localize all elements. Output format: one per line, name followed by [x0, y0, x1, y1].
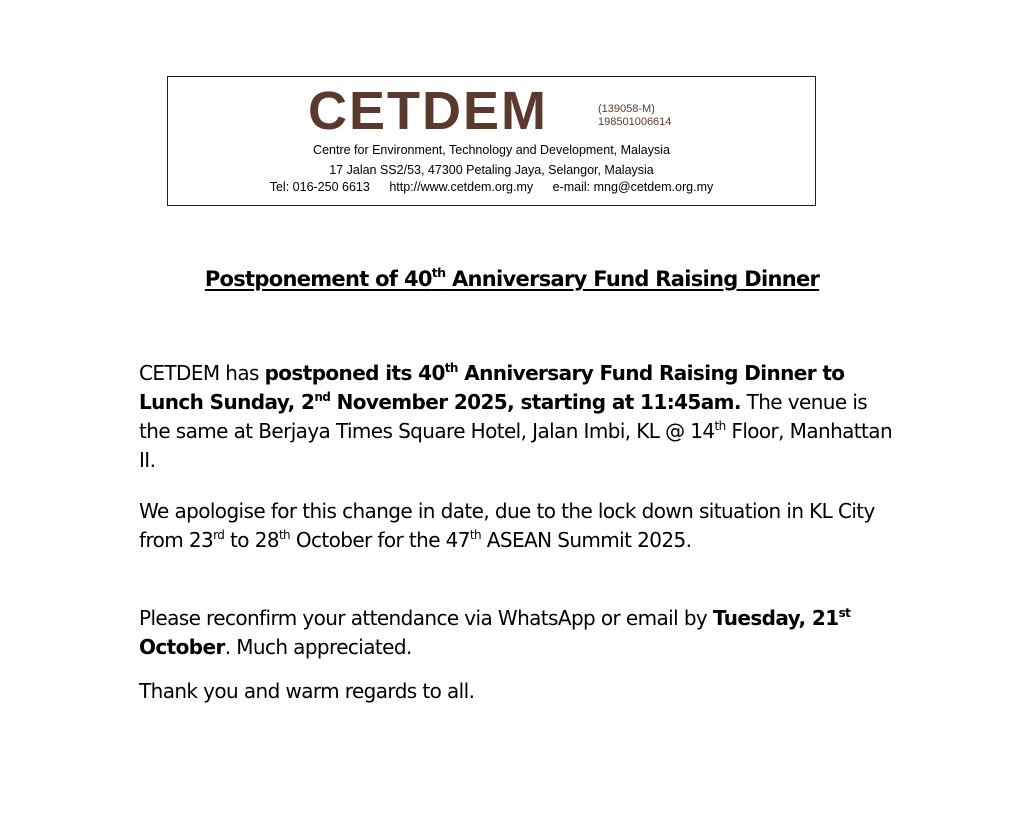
- p2-text-a: We apologise for this change in date, due to the lock down situation in KL City from 23: [139, 499, 875, 552]
- paragraph-postponement: [139, 359, 899, 475]
- p3-text-a: Please reconfirm your attendance via WhatsApp or email by: [139, 606, 713, 630]
- email-link[interactable]: e-mail: mng@cetdem.org.my: [552, 180, 714, 194]
- registration-numbers: [598, 103, 671, 129]
- p2-text-d: ASEAN Summit 2025.: [481, 528, 692, 552]
- reg-no-old: (139058-M): [598, 103, 655, 115]
- reg-no-new: 198501006614: [598, 116, 672, 128]
- p2-text-c: October for the 47: [290, 528, 470, 552]
- p2-text-b: to 28: [224, 528, 279, 552]
- org-name: Centre for Environment, Technology and Development, Malaysia: [313, 143, 670, 157]
- title-pre: Postponement of 40: [204, 267, 432, 291]
- p1-sup-3: th: [714, 418, 726, 433]
- p2-sup-3: th: [469, 527, 482, 542]
- letterhead: [167, 76, 816, 206]
- p1-text-c: The venue is the same at Berjaya Times Square Hotel, Jalan Imbi, KL @ 14: [139, 390, 868, 443]
- cetdem-logo: CETDEM: [308, 81, 548, 141]
- p3-text-c: . Much appreciated.: [224, 635, 412, 659]
- p1-sup-1: th: [444, 360, 458, 375]
- p1-text-d: Floor, Manhattan II.: [139, 419, 893, 472]
- title-post: Anniversary Fund Raising Dinner: [445, 267, 820, 291]
- p3-sup-1: st: [838, 605, 851, 620]
- contact-line: [168, 180, 815, 195]
- telephone: Tel: 016-250 6613: [269, 180, 370, 194]
- paragraph-reconfirm: [139, 604, 899, 662]
- p1-bold-3: November 2025, starting at 11:45am.: [330, 390, 741, 414]
- title-sup: th: [431, 265, 446, 281]
- p2-sup-1: rd: [213, 527, 225, 542]
- p1-text-a: CETDEM has: [139, 361, 265, 385]
- paragraph-apology: [139, 497, 899, 555]
- p2-sup-2: th: [278, 527, 291, 542]
- p1-bold-2: Anniversary Fund Raising Dinner to Lunch Sunday, 2: [139, 361, 845, 414]
- paragraph-thanks: Thank you and warm regards to all.: [139, 679, 475, 703]
- p1-bold-1: postponed its 40: [264, 361, 445, 385]
- p3-bold-1: Tuesday, 21: [712, 606, 839, 630]
- website-link[interactable]: http://www.cetdem.org.my: [389, 180, 534, 194]
- p1-sup-2: nd: [314, 389, 331, 404]
- p3-bold-2: October: [139, 635, 225, 659]
- notice-title: [0, 267, 1024, 291]
- org-address: 17 Jalan SS2/53, 47300 Petaling Jaya, Selangor, Malaysia: [329, 163, 654, 177]
